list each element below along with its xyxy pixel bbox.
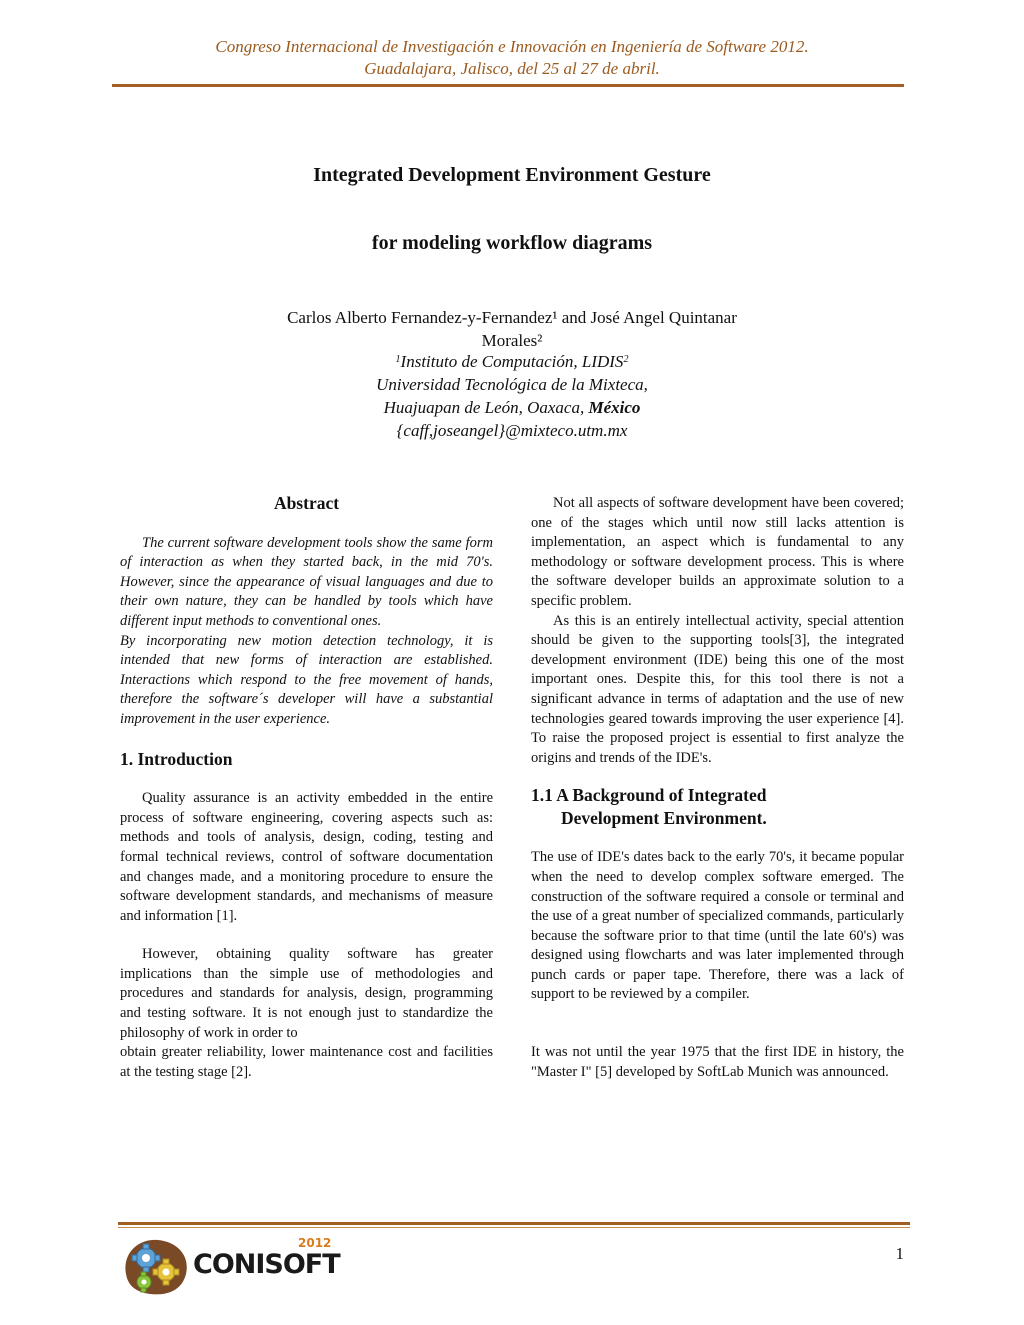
right-paragraph-3: The use of IDE's dates back to the early 70's, it became popular when the need to develop complex software emerged. The construction of the software required a console or terminal and the use of a great number of specialized commands, particularly because the software prior to that time (until the late 60's) was designed using flowcharts and was later implemented through punch cards or paper tape. Therefore, there was a lack of support to be reviewed by a compiler. (531, 849, 904, 1003)
background-subsection-heading (531, 784, 904, 830)
introduction-paragraph-2a: However, obtaining quality software has greater implications than the simple use of methodologies and procedures and standards for analysis, design, programming and testing software. It is not enough just to standardize the philosophy of work in order to (120, 946, 493, 1041)
conference-header (110, 36, 914, 80)
affiliation (200, 350, 824, 442)
authors-line2: Morales² (481, 331, 543, 350)
logo-text: CONISOFT (193, 1249, 340, 1280)
paper-title-line2: for modeling workflow diagrams (371, 232, 653, 254)
abstract-body (120, 534, 493, 730)
header-divider (112, 84, 904, 87)
right-paragraph-1: Not all aspects of software development have been covered; one of the stages which until now still lacks attention is implementation, an aspect which is fundamental to any methodology or software development process. This is where the software developer builds an approximate solution to a specific problem. (531, 495, 904, 609)
affiliation-institute-name: Instituto de Computación, LIDIS (400, 352, 624, 371)
conisoft-logo (120, 1234, 340, 1300)
subsection-heading-line1: 1.1 A Background of Integrated (531, 785, 767, 806)
right-paragraph-4: It was not until the year 1975 that the first IDE in history, the "Master I" [5] developed by SoftLab Munich was announced. (531, 1044, 904, 1080)
abstract-heading: Abstract (273, 493, 340, 513)
gears-icon (120, 1234, 196, 1300)
introduction-paragraph-2b: obtain greater reliability, lower maintenance cost and facilities at the testing stage [2]. (120, 1044, 493, 1080)
subsection-heading-line2: Development Environment. (561, 808, 767, 829)
affiliation-city: Huajuapan de León, Oaxaca, (383, 398, 589, 417)
abstract-paragraph-2: By incorporating new motion detection technology, it is intended that new forms of interaction are established. Interactions which respond to the free movement of hands, therefore the software´s developer will have a substantial improvement in the user experience. (120, 632, 493, 727)
affiliation-university: Universidad Tecnológica de la Mixteca, (376, 375, 648, 394)
affiliation-sup1: 1 (395, 354, 401, 365)
paragraph-gap (531, 1005, 904, 1043)
footer-divider (118, 1222, 910, 1225)
right-column (531, 494, 904, 1082)
affiliation-location (200, 396, 824, 419)
introduction-paragraph-1: Quality assurance is an activity embedded in the entire process of software engineering, covering aspects such as: methods and tools of analysis, design, coding, testing and formal technical reviews, control of software documentation and changes made, and a monitoring procedure to ensure the software development standards, and mechanisms of measure and information [1]. (120, 790, 493, 924)
paragraph-gap (120, 926, 493, 945)
affiliation-email: {caff,joseangel}@mixteco.utm.mx (396, 421, 628, 440)
introduction-heading: 1. Introduction (120, 748, 233, 769)
paper-title-line1: Integrated Development Environment Gesture (313, 164, 711, 186)
right-paragraph-2: As this is an entirely intellectual activity, special attention should be given to the supporting tools[3], the integrated development environment (IDE) being this one of the most important ones. Despite this, for this tool there is not a significant advance in terms of adaptation and the use of new technologies geared towards improving the user experience [4]. To raise the proposed project is essential to first analyze the origins and trends of the IDE's. (531, 612, 904, 766)
abstract-paragraph-1: The current software development tools show the same form of interaction as when they started back, in the mid 70's. However, since the appearance of visual languages and due to their own nature, they can be handled by tools which have different input methods to conventional ones. (120, 534, 493, 629)
conference-header-line1: Congreso Internacional de Investigación e Innovación en Ingeniería de Software 2012. (215, 37, 809, 56)
affiliation-country: México (588, 398, 641, 417)
page-number: 1 (895, 1244, 904, 1263)
logo-year: 2012 (298, 1236, 332, 1250)
conference-header-line2: Guadalajara, Jalisco, del 25 al 27 de abril. (364, 59, 660, 78)
footer-divider-thin (118, 1227, 910, 1228)
affiliation-institute (200, 350, 824, 373)
authors-line1: Carlos Alberto Fernandez-y-Fernandez¹ and José Angel Quintanar (287, 308, 737, 327)
left-column (120, 494, 493, 1082)
affiliation-sup2: 2 (623, 354, 629, 365)
authors (200, 306, 824, 352)
